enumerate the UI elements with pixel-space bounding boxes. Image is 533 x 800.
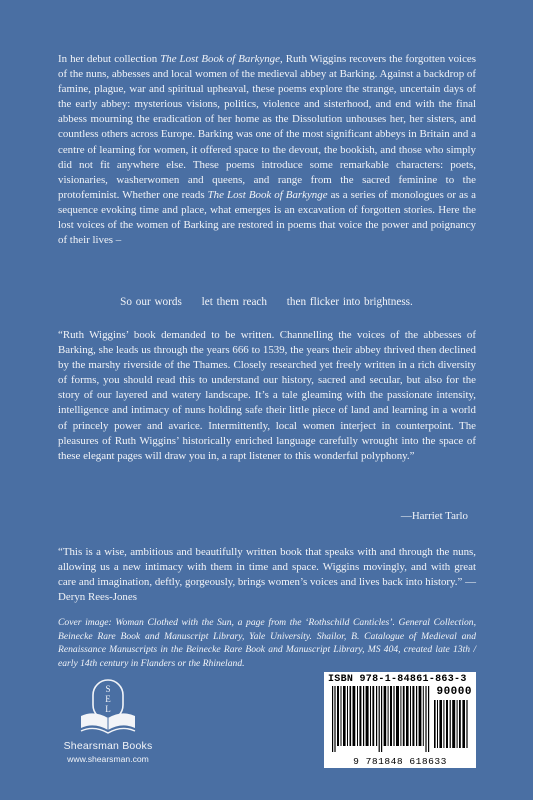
poem-part-3: then flicker into brightness. (286, 296, 413, 308)
blurb-book-title: The Lost Book of Barkynge (160, 53, 280, 65)
poem-part-1: So our words (120, 296, 182, 308)
poem-part-2: let them reach (201, 296, 267, 308)
blurb-intro: In her debut collection (58, 53, 161, 65)
endorsement-tarlo-attribution: —Harriet Tarlo (400, 510, 468, 522)
price-code: 90000 (436, 686, 472, 698)
publisher-url: www.shearsman.com (67, 754, 149, 764)
price-barcode-bars-icon (434, 700, 470, 748)
poem-excerpt (0, 296, 533, 308)
isbn-number: ISBN 978-1-84861-863-3 (328, 674, 467, 685)
blurb-part1: , Ruth Wiggins recovers the forgotten voices of the nuns, abbesses and local women of the medieval abbey at Barking. Against a backdrop of famine, plague, war and spiritual upheaval, these poems explore the strange, uncertain days of the early abbey: mysterious visions, politics, violence and sisterhood, and end with the final abbess mourning the eradication of her home as the Dissolution unhouses her, her sisters, and countless others across Europe. Barking was one of the most significant abbeys in Britain and a centre of learning for women, it offered space to the devout, the bookish, and those who simply did not fit anywhere else. These poems introduce some remarkable characters: poets, visionaries, washerwomen and queens, and range from the sacred feminine to the protofeminist. Whether one reads (58, 53, 476, 201)
endorsement-rees-jones: “This is a wise, ambitious and beautifully written book that speaks with and through the nuns, allowing us a new intimacy with them in time and space. Wiggins movingly, and with great care and imagination, deftly, gorgeously, brings women’s voices and lives back into history.” —Deryn Rees-Jones (58, 546, 476, 604)
book-blurb (58, 52, 476, 248)
blurb-book-title-2: The Lost Book of Barkynge (207, 188, 328, 201)
svg-text:S: S (105, 684, 111, 694)
barcode-digits: 9 781848 618633 (353, 756, 447, 767)
endorsement-tarlo: “Ruth Wiggins’ book demanded to be written. Channelling the voices of the abbesses of Barking, she leads us through the years 666 to 1539, the years their abbey thrived then declined by the marshy riverside of the Thames. Closely researched yet freely written in a rich diversity of forms, you should read this to understand our history, sacred and secular, but also for the story of our layered and watery landscape. It’s a tale gleaming with the passionate intensity, intelligence and intimacy of nuns holding safe their little piece of land and learning in a world of princely power and avarice. Intermittently, local women interject in counterpoint. The pleasures of Ruth Wiggins’ historically enriched language carefully wrought into the space of these elegant pages will draw you in, a rapt listener to this wonderful polyphony.” (58, 329, 476, 462)
cover-image-credit: Cover image: Woman Clothed with the Sun, a page from the ‘Rothschild Canticles’. General Collection, Beinecke Rare Book and Manuscript Library, Yale University. Shailor, B. Catalogue of Medieval and Renaissance Manuscripts in the Beinecke Rare Book and Manuscript Library, MS 404, created late 13th / early 14th century in Flanders or the Rhineland. (58, 617, 476, 669)
blurb-part2: as a series of monologues or as a sequence evoking time and place, what emerges is an excavation of forgotten stories. Here the lost voices of the women of Barking are restored in poems that voice the power and poignancy of their lives – (58, 188, 476, 247)
isbn-barcode (324, 672, 476, 768)
barcode-bars-icon (332, 686, 430, 752)
publisher-logo (58, 678, 158, 764)
publisher-name: Shearsman Books (63, 740, 153, 752)
open-book-logo-icon (77, 678, 139, 738)
svg-text:L: L (105, 704, 111, 714)
svg-text:E: E (105, 694, 111, 704)
